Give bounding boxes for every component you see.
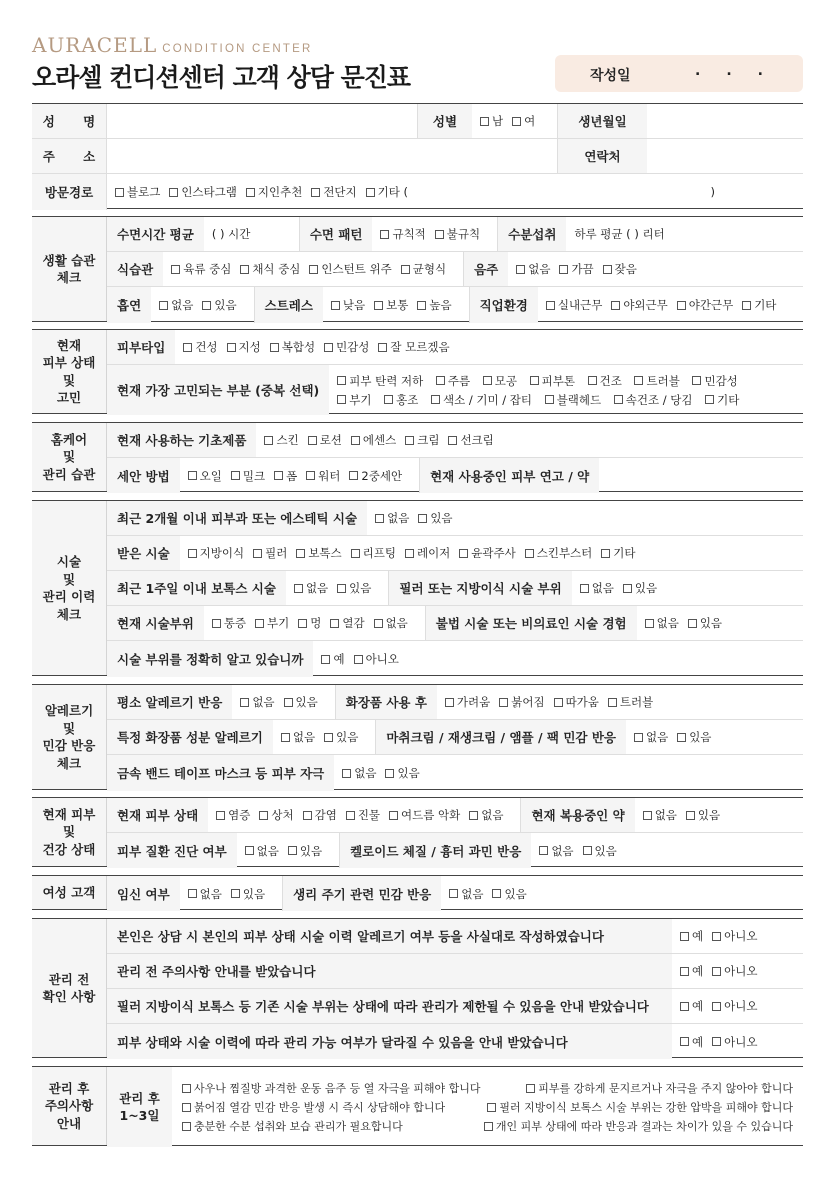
head-homecare: 홈케어 및 관리 습관 [32, 423, 107, 491]
opt-female[interactable]: 여 [512, 113, 535, 129]
brand-sub: CONDITION CENTER [162, 43, 313, 55]
brand-main: AURACELL [32, 33, 158, 57]
input-address[interactable] [107, 139, 557, 173]
section-allergy: 알레르기 및 민감 반응 체크 평소 알레르기 반응 없음 있음 화장품 사용 후 가려움 붉어짐 따가움 트러블 특정 화장품 성분 알레르기 없음 있음 마취크림 / 재생크림 / 앰플 / 팩 민감 반응 없음 있음 금속 밴드 테이프 마스크 등 피부 자극 없음 있음 [32, 684, 803, 790]
head-history: 시술 및 관리 이력 체크 [32, 501, 107, 675]
head-allergy: 알레르기 및 민감 반응 체크 [32, 685, 107, 789]
label-name: 성 명 [32, 104, 107, 138]
head-health: 현재 피부 및 건강 상태 [32, 798, 107, 866]
label-gender: 성별 [417, 104, 472, 138]
label-address: 주 소 [32, 139, 107, 173]
label-dob: 생년월일 [557, 104, 647, 138]
head-skin: 현재 피부 상태 및 고민 [32, 330, 107, 413]
date-label: 작성일 [590, 68, 631, 84]
section-personal-info [32, 103, 803, 209]
head-female: 여성 고객 [32, 876, 107, 909]
page-title: 오라셀 컨디션센터 고객 상담 문진표 [32, 63, 411, 92]
label-route: 방문경로 [32, 174, 107, 210]
input-name[interactable] [107, 104, 417, 138]
section-aftercare: 관리 후 주의사항 안내 관리 후 1~3일 사우나 찜질방 과격한 운동 음주 등 열 자극을 피해야 합니다 피부를 강하게 문지르거나 자극을 주지 않아야 합니다 붉어짐 열감 민감 반응 발생 시 즉시 상담해야 합니다 필러 지방이식 보톡스 시술 부위는 강한 압박을 피해야 합니다 충분한 수분 섭취와 보습 관리가 필요합니다 개인 피부 상태에 따라 반응과 결과는 차이가 있을 수 있습니다 [32, 1066, 803, 1146]
section-homecare: 홈케어 및 관리 습관 현재 사용하는 기초제품 스킨 로션 에센스 크림 선크림 세안 방법 오일 밀크 폼 워터 2중세안 현재 사용중인 피부 연고 / 약 [32, 422, 803, 492]
section-history: 시술 및 관리 이력 체크 최근 2개월 이내 피부과 또는 에스테틱 시술 없음 있음 받은 시술 지방이식 필러 보톡스 리프팅 레이저 윤곽주사 스킨부스터 기타 최근 1주일 이내 보톡스 시술 없음 있음 필러 또는 지방이식 시술 부위 없음 있음 현재 시술부위 통증 부기 멍 열감 없음 불법 시술 또는 비의료인 시술 경험 없음 있음 시술 부위를 정확히 알고 있습니까 예 아니오 [32, 500, 803, 676]
section-habits: 생활 습관 체크 수면시간 평균 ( ) 시간 수면 패턴 규칙적 불규칙 수분섭취 하루 평균 ( ) 리터 식습관 육류 중심 채식 중심 인스턴트 위주 균형식 음주 없음 가끔 잦음 흡연 없음 있음 스트레스 낮음 보통 높음 직업환경 실내근무 야외근무 야간근무 기타 [32, 216, 803, 322]
label-contact: 연락처 [557, 139, 647, 173]
brand-logo [32, 33, 312, 57]
head-confirm: 관리 전 확인 사항 [32, 919, 107, 1057]
section-health: 현재 피부 및 건강 상태 현재 피부 상태 염증 상처 감염 진물 여드름 악화 없음 현재 복용중인 약 없음 있음 피부 질환 진단 여부 없음 있음 켈로이드 체질 / 흉터 과민 반응 없음 있음 [32, 797, 803, 867]
date-container [555, 55, 803, 92]
section-skin: 현재 피부 상태 및 고민 피부타입 건성 지성 복합성 민감성 잘 모르겠음 현재 가장 고민되는 부분 (중복 선택) 피부 탄력 저하 주름 모공 피부톤 건조 트러블 민감성 부기 홍조 색소 / 기미 / 잡티 블랙헤드 속건조 / 당김 기타 [32, 329, 803, 414]
input-dob[interactable] [647, 104, 803, 138]
section-confirm: 관리 전 확인 사항 본인은 상담 시 본인의 피부 상태 시술 이력 알레르기 여부 등을 사실대로 작성하였습니다 예 아니오 관리 전 주의사항 안내를 받았습니다 예 아니오 필러 지방이식 보톡스 등 기존 시술 부위는 상태에 따라 관리가 제한될 수 있음을 안내 받았습니다 예 아니오 피부 상태와 시술 이력에 따라 관리 가능 여부가 달라질 수 있음을 안내 받았습니다 예 아니오 [32, 918, 803, 1058]
section-female: 여성 고객 임신 여부 없음 있음 생리 주기 관련 민감 반응 없음 있음 [32, 875, 803, 910]
route-options: 블로그 인스타그램 지인추천 전단지 기타 ( ) [107, 174, 803, 210]
input-contact[interactable] [647, 139, 803, 173]
head-habits: 생활 습관 체크 [32, 217, 107, 321]
head-aftercare: 관리 후 주의사항 안내 [32, 1067, 107, 1145]
opt-male[interactable]: 남 [480, 113, 503, 129]
date-dots: ... [695, 63, 789, 79]
